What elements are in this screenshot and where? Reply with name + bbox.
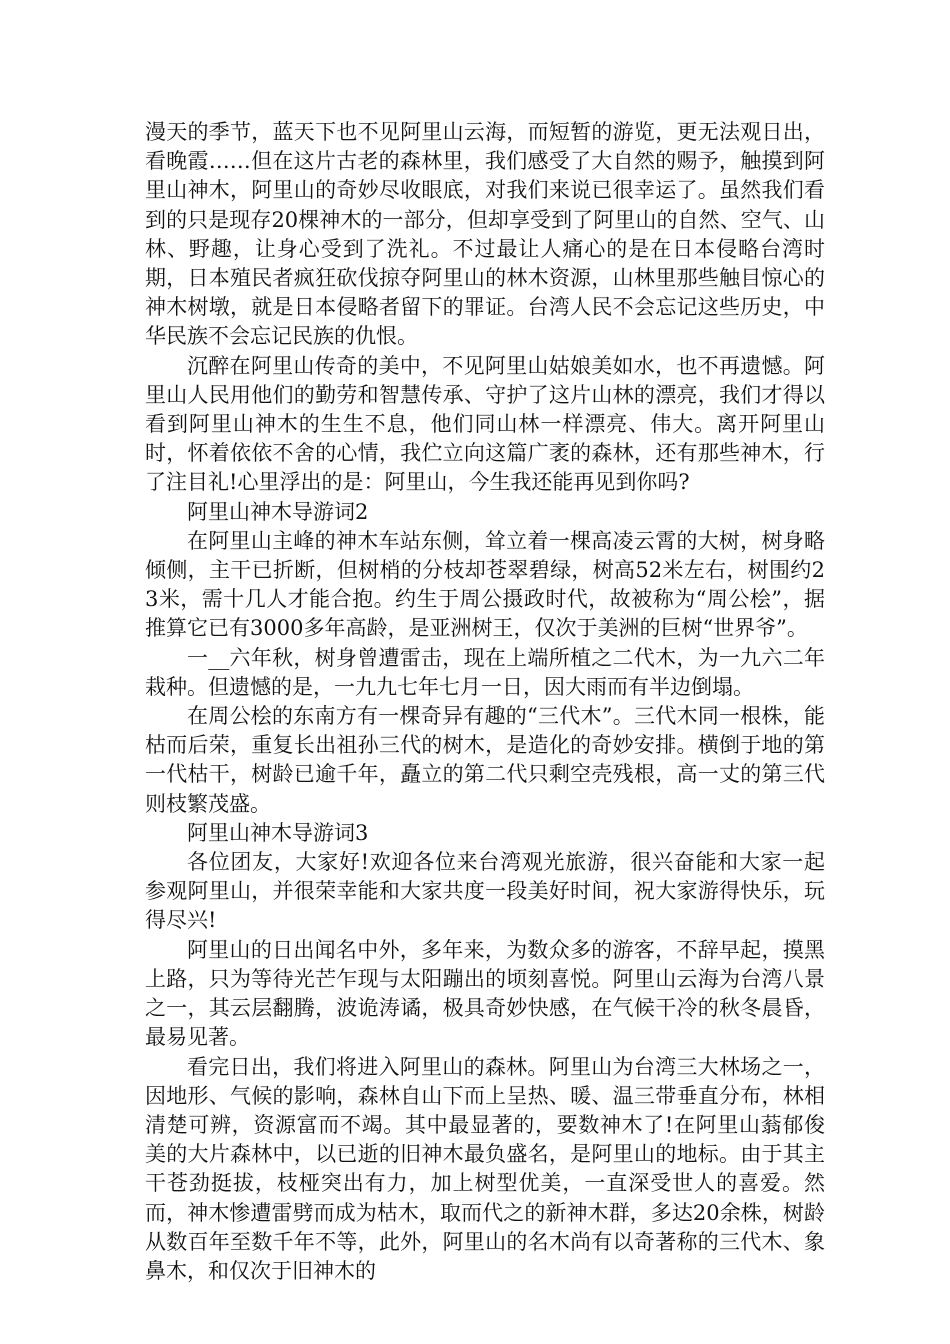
paragraph-4: 一__六年秋，树身曾遭雷击，现在上端所植之二代木，为一九六二年栽种。但遗憾的是，一九九七年七月一日，因大雨而有半边倒塌。 xyxy=(145,645,825,699)
section-heading-2: 阿里山神木导游词2 xyxy=(187,499,369,524)
paragraph-8: 看完日出，我们将进入阿里山的森林。阿里山为台湾三大林场之一，因地形、气候的影响，森林自山下而上呈热、暖、温三带垂直分布，林相清楚可辨，资源富而不竭。其中最显著的，要数神木了!在阿里山蓊郁俊美的大片森林中，以已逝的旧神木最负盛名，是阿里山的地标。由于其主干苍劲挺拔，枝桠突出有力，加上树型优美，一直深受世人的喜爱。然而，神木惨遭雷劈而成为枯木，取而代之的新神木群，多达20余株，树龄从数百年至数千年不等，此外，阿里山的名木尚有以奇著称的三代木、象鼻木，和仅次于旧神木的 xyxy=(145,1054,825,1283)
paragraph-3: 在阿里山主峰的神木车站东侧，耸立着一棵高凌云霄的大树，树身略倾侧，主干已折断，但树梢的分枝却苍翠碧绿，树高52米左右，树围约23米，需十几人才能合抱。约生于周公摄政时代，故被称为“周公桧”，据推算它已有3000多年高龄，是亚洲树王，仅次于美洲的巨树“世界爷”。 xyxy=(145,528,825,641)
paragraph-7: 阿里山的日出闻名中外，多年来，为数众多的游客，不辞早起，摸黑上路，只为等待光芒乍现与太阳蹦出的顷刻喜悦。阿里山云海为台湾八景之一，其云层翻腾，波诡涛谲，极具奇妙快感，在气候干冷的秋冬晨昏，最易见著。 xyxy=(145,937,825,1050)
document-page xyxy=(145,118,825,1286)
paragraph-6: 各位团友，大家好!欢迎各位来台湾观光旅游，很兴奋能和大家一起参观阿里山，并很荣幸能和大家共度一段美好时间，祝大家游得快乐，玩得尽兴! xyxy=(145,850,825,933)
section-heading-3: 阿里山神木导游词3 xyxy=(187,820,369,845)
paragraph-1: 漫天的季节，蓝天下也不见阿里山云海，而短暂的游览，更无法观日出，看晚霞……但在这片古老的森林里，我们感受了大自然的赐予，触摸到阿里山神木，阿里山的奇妙尽收眼底，对我们来说已很幸运了。虽然我们看到的只是现存20棵神木的一部分，但却享受到了阿里山的自然、空气、山林、野趣，让身心受到了洗礼。不过最让人痛心的是在日本侵略台湾时期，日本殖民者疯狂砍伐掠夺阿里山的林木资源，山林里那些触目惊心的神木树墩，就是日本侵略者留下的罪证。台湾人民不会忘记这些历史，中华民族不会忘记民族的仇恨。 xyxy=(145,120,825,349)
paragraph-5: 在周公桧的东南方有一棵奇异有趣的“三代木”。三代木同一根株，能枯而后荣，重复长出祖孙三代的树木，是造化的奇妙安排。横倒于地的第一代枯干，树龄已逾千年，矗立的第二代只剩空壳残根，高一丈的第三代则枝繁茂盛。 xyxy=(145,704,825,816)
paragraph-2: 沉醉在阿里山传奇的美中，不见阿里山姑娘美如水，也不再遗憾。阿里山人民用他们的勤劳和智慧传承、守护了这片山林的漂亮，我们才得以看到阿里山神木的生生不息，他们同山林一样漂亮、伟大。离开阿里山时，怀着依依不舍的心情，我伫立向这篇广袤的森林，还有那些神木，行了注目礼!心里浮出的是：阿里山，今生我还能再见到你吗? xyxy=(145,353,825,495)
